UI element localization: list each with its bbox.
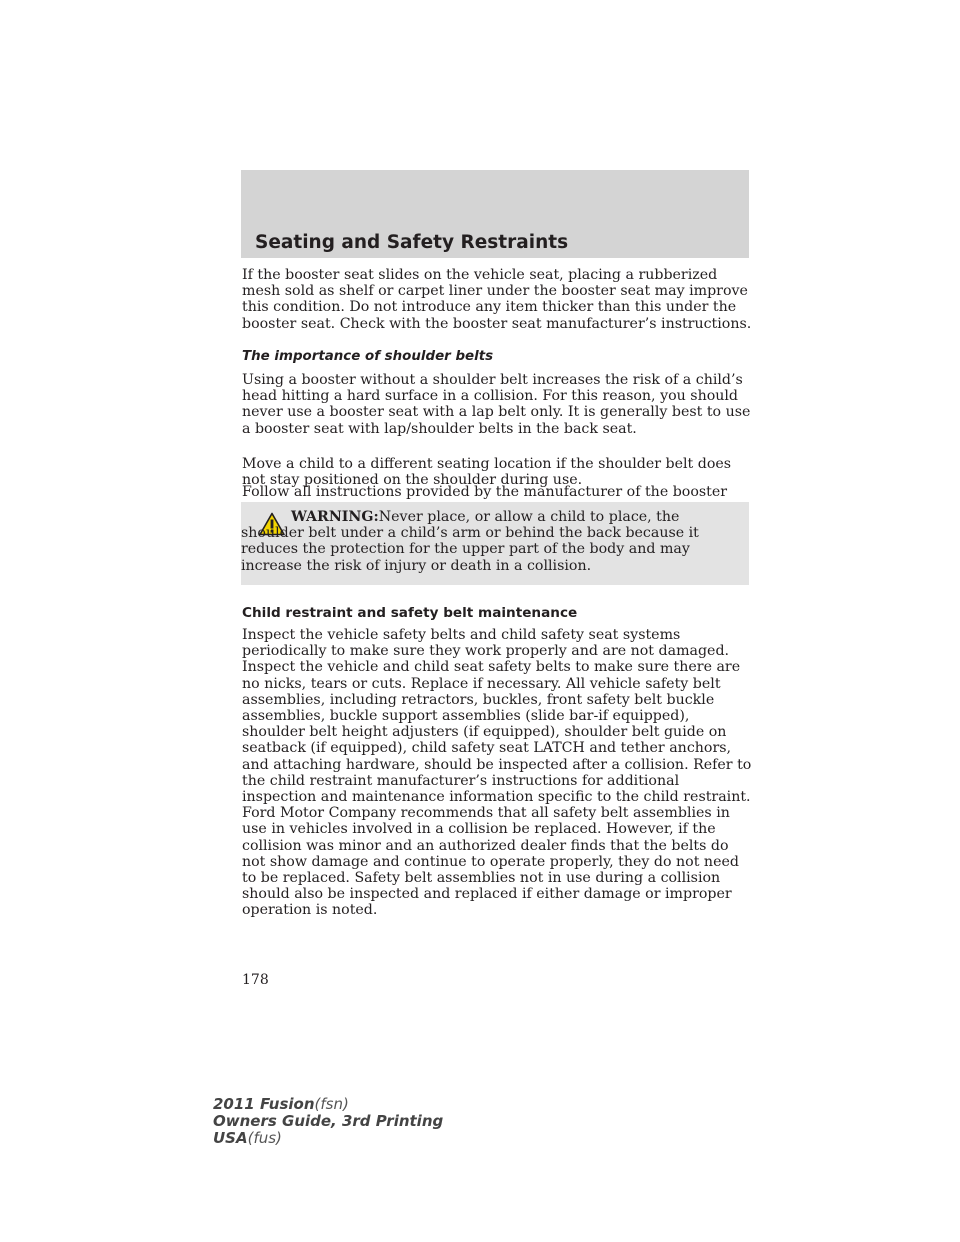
paragraph-booster-slides: If the booster seat slides on the vehicle seat, placing a rubberized mesh sold as shelf or carpet liner under the booster seat may improve this condition. Do not introduce any item thicker than this under the booster seat. Check with the booster seat manufacturer’s instructions. [242,267,752,332]
subheading-maintenance: Child restraint and safety belt maintenance [242,605,578,621]
paragraph-inspect-belts: Inspect the vehicle safety belts and child safety seat systems periodically to make sure they work properly and are not damaged. Inspect the vehicle and child seat safety belts to make sure there are no nicks, tears or cuts. Replace if necessary. All vehicle safety belt assemblies, including retractors, buckles, front safety belt buckle assemblies, buckle support assemblies (slide bar-if equipped), shoulder belt height adjusters (if equipped), shoulder belt guide on seatback (if equipped), child safety seat LATCH and tether anchors, and attaching hardware, should be inspected after a collision. Refer to the child restraint manufacturer’s instructions for additional inspection and maintenance information specific to the child restraint. Ford Motor Company recommends that all safety belt assemblies in use in vehicles involved in a collision be replaced. However, if the collision was minor and an authorized dealer finds that the belts do not show damage and continue to operate properly, they do not need to be replaced. Safety belt assemblies not in use during a collision should also be inspected and replaced if either damage or improper operation is noted. [242,627,752,919]
paragraph-move-child: Move a child to a different seating location if the shoulder belt does not stay positioned on the shoulder during use. [242,456,732,489]
warning-box [241,502,749,585]
footer-line-market: USA(fus) [213,1129,282,1147]
print-footer [213,1096,443,1147]
subheading-shoulder-belts: The importance of shoulder belts [242,349,494,364]
paragraph-follow-instructions: Follow all instructions provided by the manufacturer of the booster [242,484,728,500]
section-title: Seating and Safety Restraints [255,232,569,253]
page-number: 178 [242,972,269,988]
section-header [241,170,749,258]
paragraph-shoulder-belt-risk: Using a booster without a shoulder belt increases the risk of a child’s head hitting a hard surface in a collision. For this reason, you should never use a booster seat with a lap belt only. It is generally best to use a booster seat with lap/shoulder belts in the back seat. [242,372,751,437]
footer-line-printing: Owners Guide, 3rd Printing [213,1112,444,1130]
warning-message: Never place, or allow a child to place, the shoulder belt under a child’s arm or behind the back because it reduces the protection for the upper part of the body and may increase the risk of injury or death in a collision. [241,509,699,574]
warning-text [241,509,741,574]
warning-label: WARNING: [291,509,379,525]
footer-line-model: 2011 Fusion(fsn) [213,1095,349,1113]
